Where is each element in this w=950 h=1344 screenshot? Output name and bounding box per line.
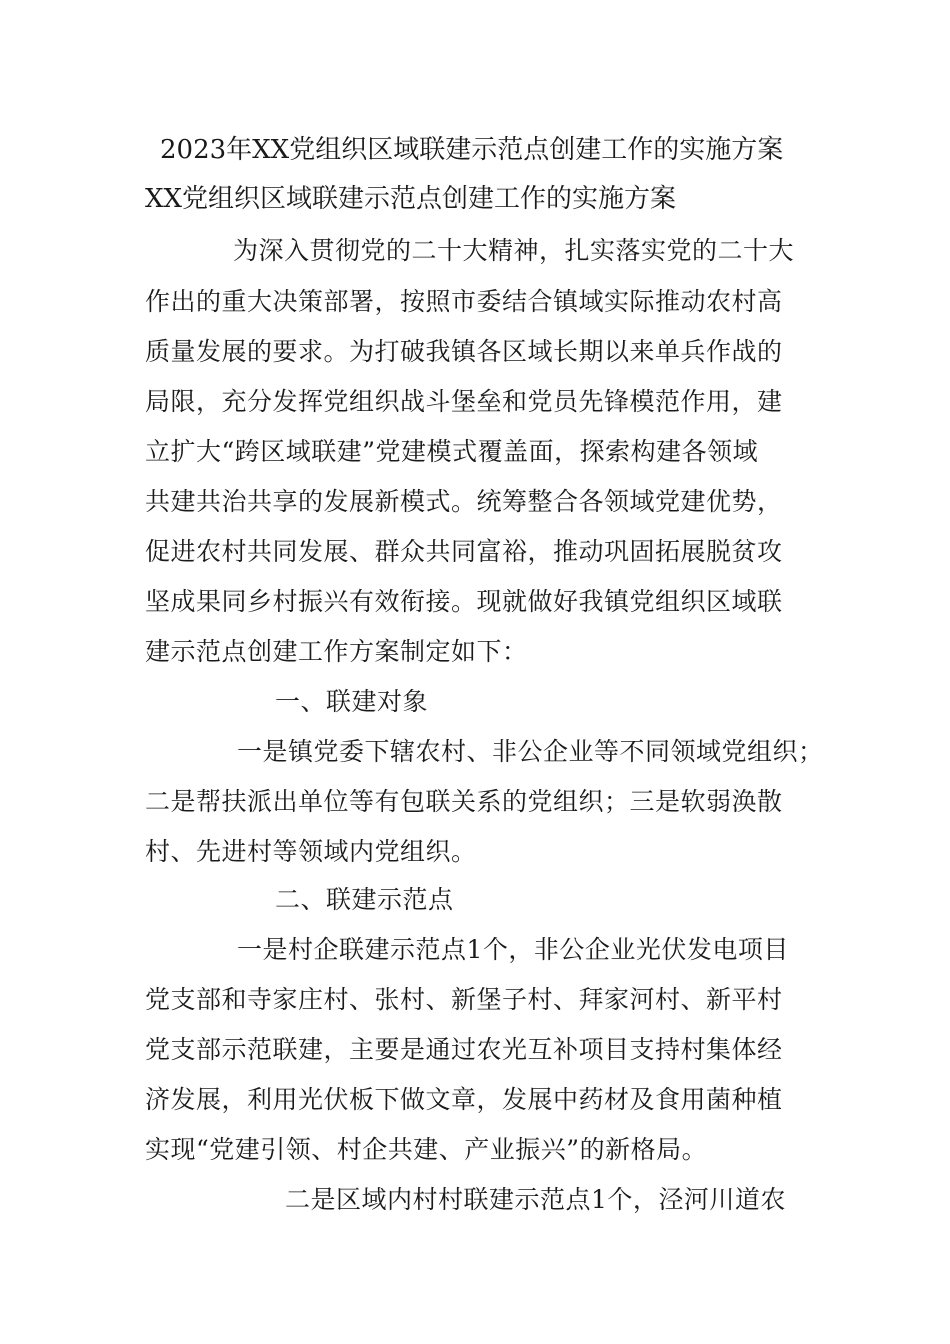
section1-line: 一是镇党委下辖农村、非公企业等不同领域党组织； <box>237 737 824 766</box>
intro-line: 立扩大“跨区域联建”党建模式覆盖面，探索构建各领域 <box>145 437 759 466</box>
section-heading-demo-points: 二、联建示范点 <box>275 885 454 914</box>
intro-line: 共建共治共享的发展新模式。统筹整合各领域党建优势， <box>145 487 783 516</box>
section-heading-targets: 一、联建对象 <box>275 687 429 716</box>
intro-line: 质量发展的要求。为打破我镇各区域长期以来单兵作战的 <box>145 337 783 366</box>
section2-line: 党支部和寺家庄村、张村、新堡子村、拜家河村、新平村 <box>145 985 783 1014</box>
intro-line: 建示范点创建工作方案制定如下： <box>145 637 528 666</box>
section2-line: 实现“党建引领、村企共建、产业振兴”的新格局。 <box>145 1135 708 1164</box>
intro-line: 坚成果同乡村振兴有效衔接。现就做好我镇党组织区域联 <box>145 587 783 616</box>
intro-line: 为深入贯彻党的二十大精神，扎实落实党的二十大 <box>233 236 795 265</box>
intro-line: 作出的重大决策部署，按照市委结合镇域实际推动农村高 <box>145 287 783 316</box>
section2-line: 党支部示范联建，主要是通过农光互补项目支持村集体经 <box>145 1035 783 1064</box>
section2-next-line: 二是区域内村村联建示范点1个，泾河川道农 <box>285 1185 786 1214</box>
section1-line: 村、先进村等领域内党组织。 <box>145 837 477 866</box>
document-subtitle: XX党组织区域联建示范点创建工作的实施方案 <box>145 184 677 214</box>
section2-line: 一是村企联建示范点1个，非公企业光伏发电项目 <box>237 935 789 964</box>
section1-line: 二是帮扶派出单位等有包联关系的党组织；三是软弱涣散 <box>145 787 783 816</box>
section2-line: 济发展，利用光伏板下做文章，发展中药材及食用菌种植 <box>145 1085 783 1114</box>
intro-line: 促进农村共同发展、群众共同富裕，推动巩固拓展脱贫攻 <box>145 537 783 566</box>
intro-line: 局限，充分发挥党组织战斗堡垒和党员先锋模范作用，建 <box>145 387 783 416</box>
document-title: 2023年XX党组织区域联建示范点创建工作的实施方案 <box>160 135 784 165</box>
